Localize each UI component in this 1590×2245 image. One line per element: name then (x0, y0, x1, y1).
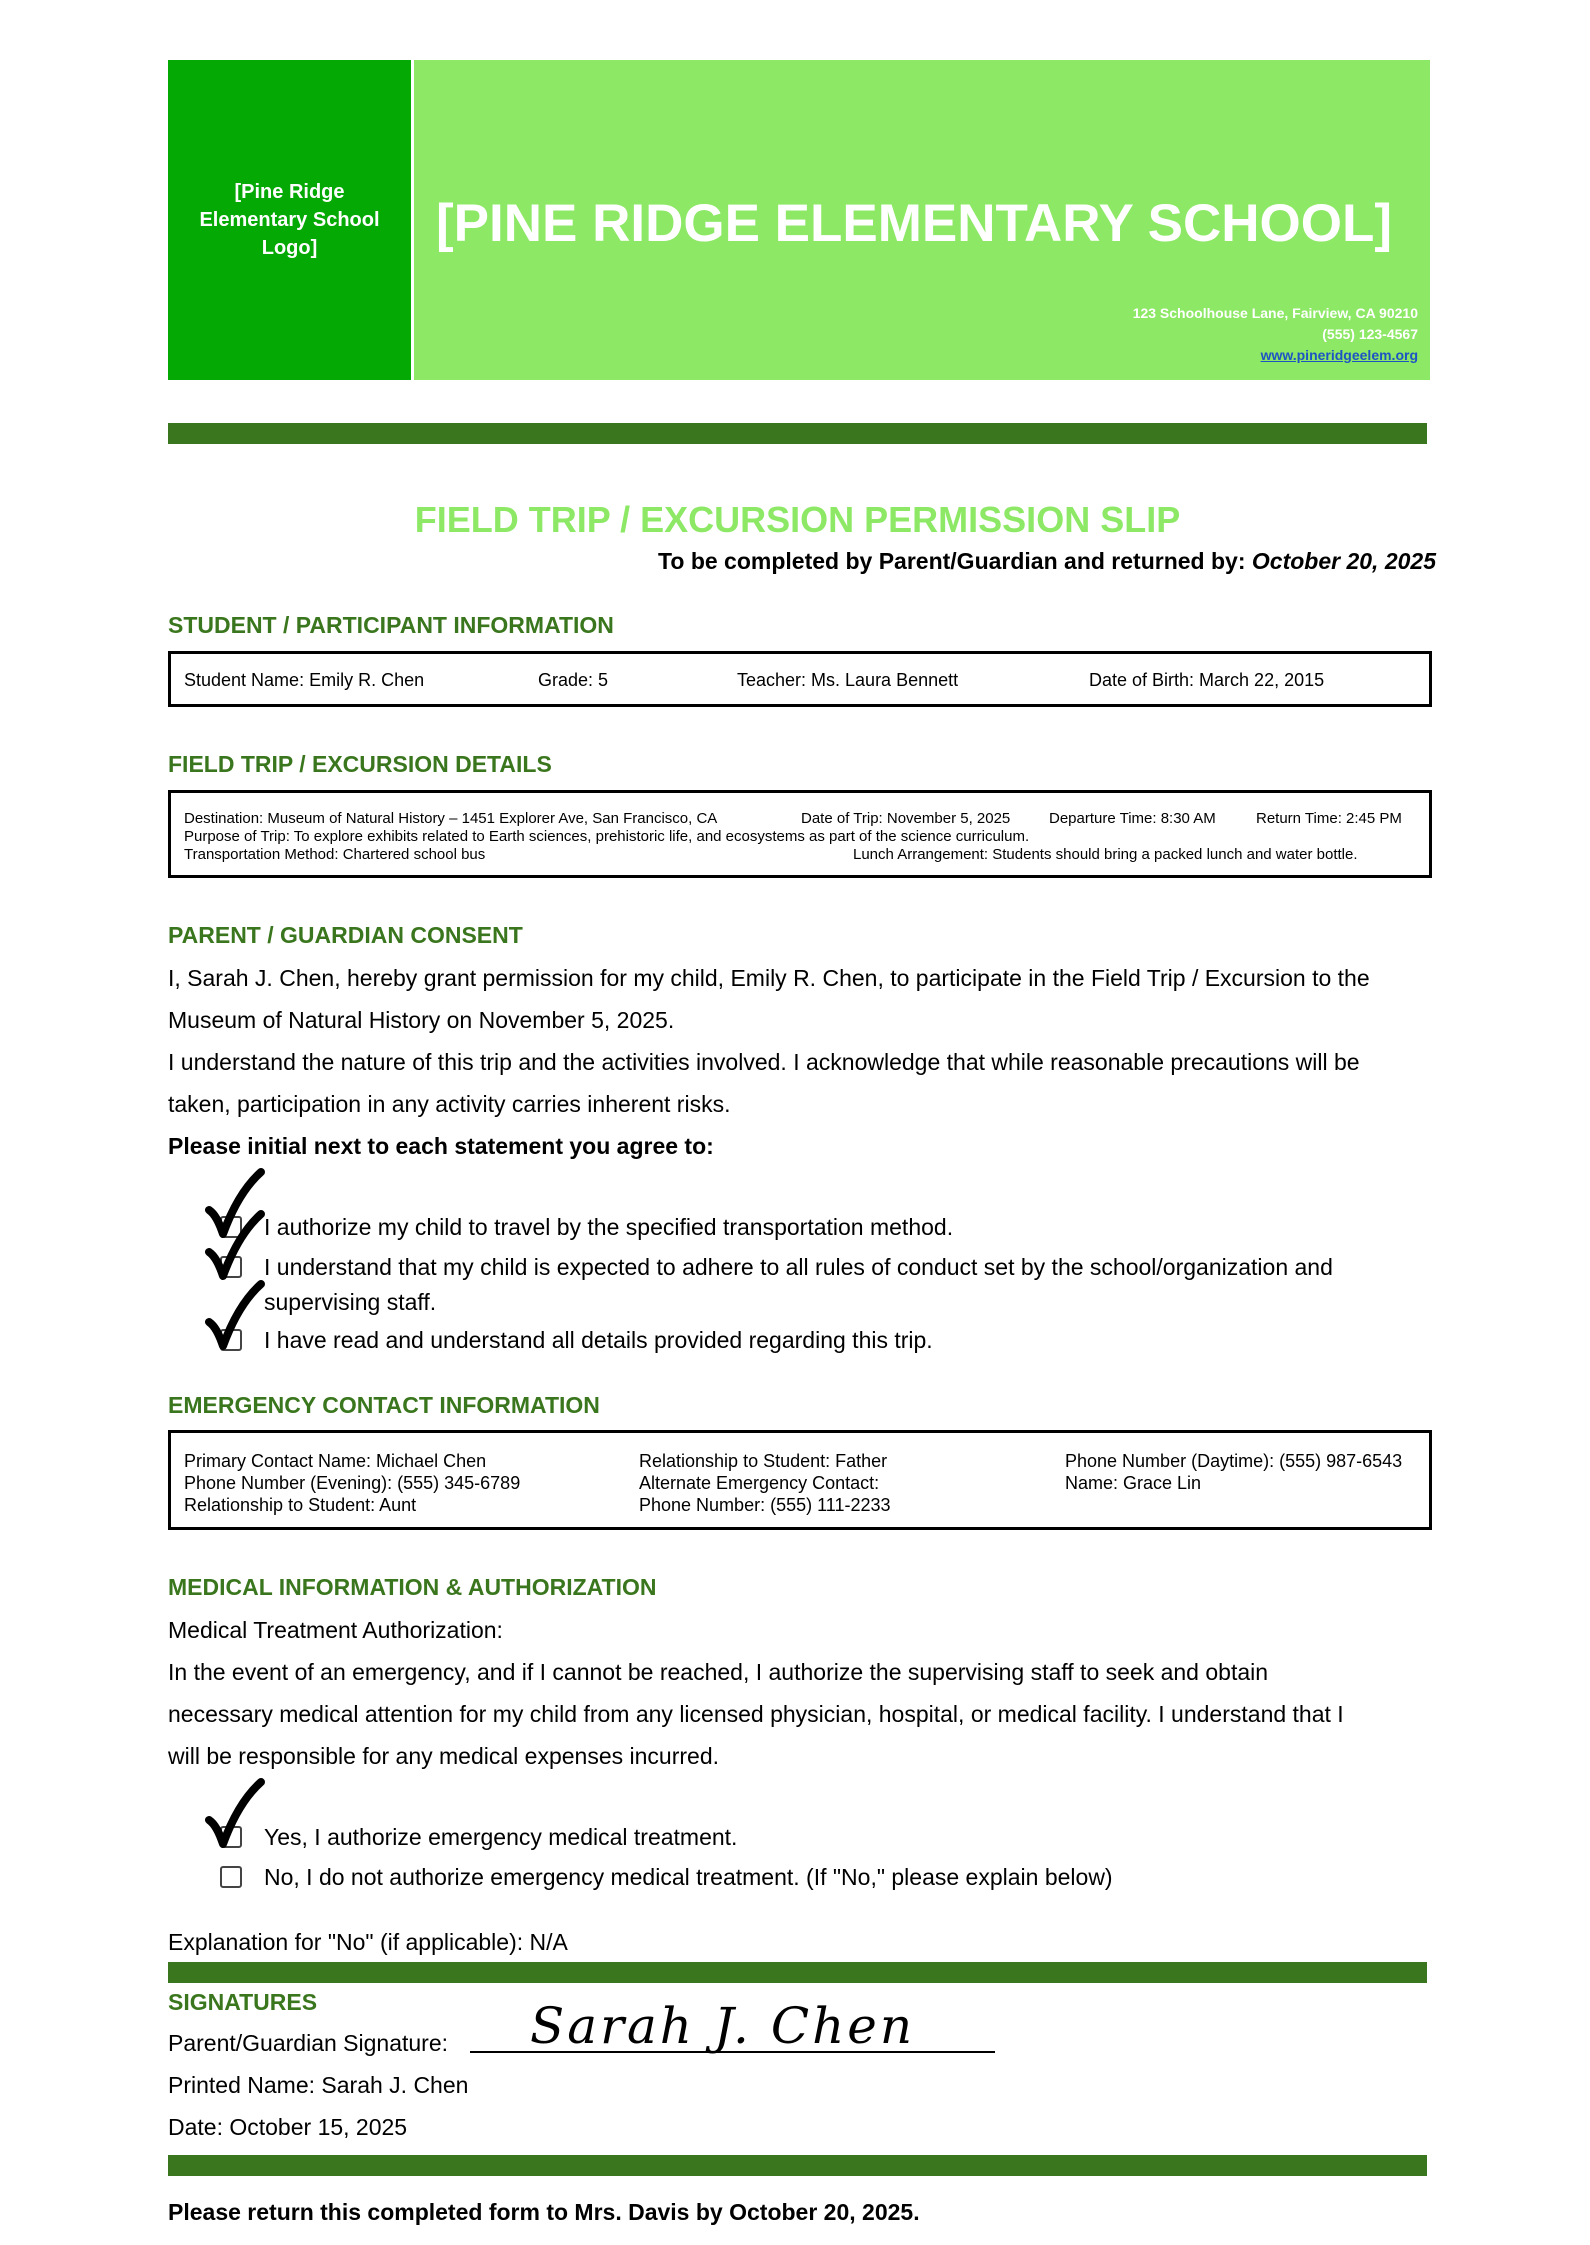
details-label: I have read and understand all details provided regarding this trip. (264, 1327, 933, 1353)
school-phone: (555) 123-4567 (1322, 326, 1418, 342)
medical-line-3: will be responsible for any medical expenses incurred. (168, 1743, 720, 1769)
medical-no-option (220, 1860, 1420, 1894)
school-name: [PINE RIDGE ELEMENTARY SCHOOL] (436, 194, 1393, 253)
no-explanation: Explanation for "No" (if applicable): N/A (168, 1929, 568, 1955)
student-section-title: STUDENT / PARTICIPANT INFORMATION (168, 612, 614, 638)
consent-line-1: I, Sarah J. Chen, hereby grant permission for my child, Emily R. Chen, to participate in the Field Trip / Excursion to the (168, 965, 1370, 991)
return-prefix: To be completed by Parent/Guardian and returned by: (658, 548, 1252, 574)
conduct-label-cont: supervising staff. (264, 1289, 437, 1315)
consent-line-3: I understand the nature of this trip and the activities involved. I acknowledge that while reasonable precautions will be (168, 1049, 1360, 1075)
signature-label: Parent/Guardian Signature: (168, 2030, 449, 2056)
medical-yes-option (220, 1820, 1420, 1854)
divider-bar (168, 423, 1427, 444)
trip-return: Return Time: 2:45 PM (1256, 810, 1402, 827)
school-address: 123 Schoolhouse Lane, Fairview, CA 90210 (1132, 305, 1418, 321)
medical-section-title: MEDICAL INFORMATION & AUTHORIZATION (168, 1574, 657, 1600)
checkmark-icon (205, 1778, 265, 1853)
medical-no-checkbox[interactable] (220, 1866, 242, 1888)
alternate-phone: Phone Number: (555) 111-2233 (639, 1495, 891, 1515)
transport-label: I authorize my child to travel by the specified transportation method. (264, 1214, 954, 1240)
divider-bar (168, 2155, 1427, 2176)
medical-subtitle: Medical Treatment Authorization: (168, 1617, 503, 1643)
footer-note: Please return this completed form to Mrs. Davis by October 20, 2025. (168, 2199, 920, 2225)
divider-bar (168, 1962, 1427, 1983)
emergency-section-title: EMERGENCY CONTACT INFORMATION (168, 1392, 600, 1418)
logo-text: [Pine Ridge Elementary School Logo] (199, 181, 380, 259)
student-grade: Grade: 5 (538, 670, 609, 690)
consent-item-details (220, 1323, 1420, 1357)
printed-name: Printed Name: Sarah J. Chen (168, 2072, 469, 2098)
alternate-relationship: Relationship to Student: Aunt (184, 1495, 417, 1515)
emergency-contact-box (168, 1430, 1432, 1530)
student-dob: Date of Birth: March 22, 2015 (1089, 670, 1325, 690)
student-teacher: Teacher: Ms. Laura Bennett (737, 670, 959, 690)
checkmark-icon (205, 1280, 265, 1355)
trip-details-box (168, 790, 1432, 878)
alternate-contact-label: Alternate Emergency Contact: (639, 1473, 880, 1493)
school-website-link[interactable]: www.pineridgeelem.org (1260, 347, 1418, 363)
letterhead (414, 60, 1430, 380)
alternate-name: Name: Grace Lin (1065, 1473, 1202, 1493)
phone-daytime: Phone Number (Daytime): (555) 987-6543 (1065, 1451, 1403, 1471)
medical-line-1: In the event of an emergency, and if I cannot be reached, I authorize the supervising staff to seek and obtain (168, 1659, 1269, 1685)
consent-item-conduct (220, 1250, 1420, 1318)
checkmark-icon (205, 1210, 265, 1285)
initial-prompt: Please initial next to each statement you agree to: (168, 1133, 714, 1159)
consent-line-4: taken, participation in any activity carries inherent risks. (168, 1091, 731, 1117)
form-title: FIELD TRIP / EXCURSION PERMISSION SLIP (414, 499, 1181, 540)
parent-signature: Sarah J. Chen (530, 1997, 916, 2055)
trip-purpose: Purpose of Trip: To explore exhibits related to Earth sciences, prehistoric life, and ecosystems as part of the science curriculum. (184, 828, 1030, 845)
medical-no-label: No, I do not authorize emergency medical treatment. (If "No," please explain below) (264, 1864, 1113, 1890)
trip-lunch: Lunch Arrangement: Students should bring a packed lunch and water bottle. (853, 846, 1358, 863)
primary-relationship: Relationship to Student: Father (639, 1451, 888, 1471)
consent-item-transport (220, 1210, 1420, 1244)
medical-line-2: necessary medical attention for my child from any licensed physician, hospital, or medical facility. I understand that I (168, 1701, 1344, 1727)
conduct-label: I understand that my child is expected to adhere to all rules of conduct set by the school/organization and (264, 1254, 1333, 1280)
consent-section-title: PARENT / GUARDIAN CONSENT (168, 922, 523, 948)
primary-contact-name: Primary Contact Name: Michael Chen (184, 1451, 487, 1471)
signature-date: Date: October 15, 2025 (168, 2114, 408, 2140)
return-date: October 20, 2025 (1251, 548, 1436, 574)
student-name: Student Name: Emily R. Chen (184, 670, 425, 690)
trip-date: Date of Trip: November 5, 2025 (801, 810, 1011, 827)
return-deadline (658, 546, 1436, 576)
trip-section-title: FIELD TRIP / EXCURSION DETAILS (168, 751, 552, 777)
school-logo-placeholder (168, 60, 411, 380)
phone-evening: Phone Number (Evening): (555) 345-6789 (184, 1473, 521, 1493)
trip-destination: Destination: Museum of Natural History – 1451 Explorer Ave, San Francisco, CA (184, 810, 718, 827)
medical-yes-label: Yes, I authorize emergency medical treatment. (264, 1824, 738, 1850)
signatures-section-title: SIGNATURES (168, 1989, 318, 2015)
trip-transport: Transportation Method: Chartered school bus (184, 846, 486, 863)
consent-line-2: Museum of Natural History on November 5, 2025. (168, 1007, 675, 1033)
trip-departure: Departure Time: 8:30 AM (1049, 810, 1216, 827)
student-info-box (168, 651, 1432, 707)
